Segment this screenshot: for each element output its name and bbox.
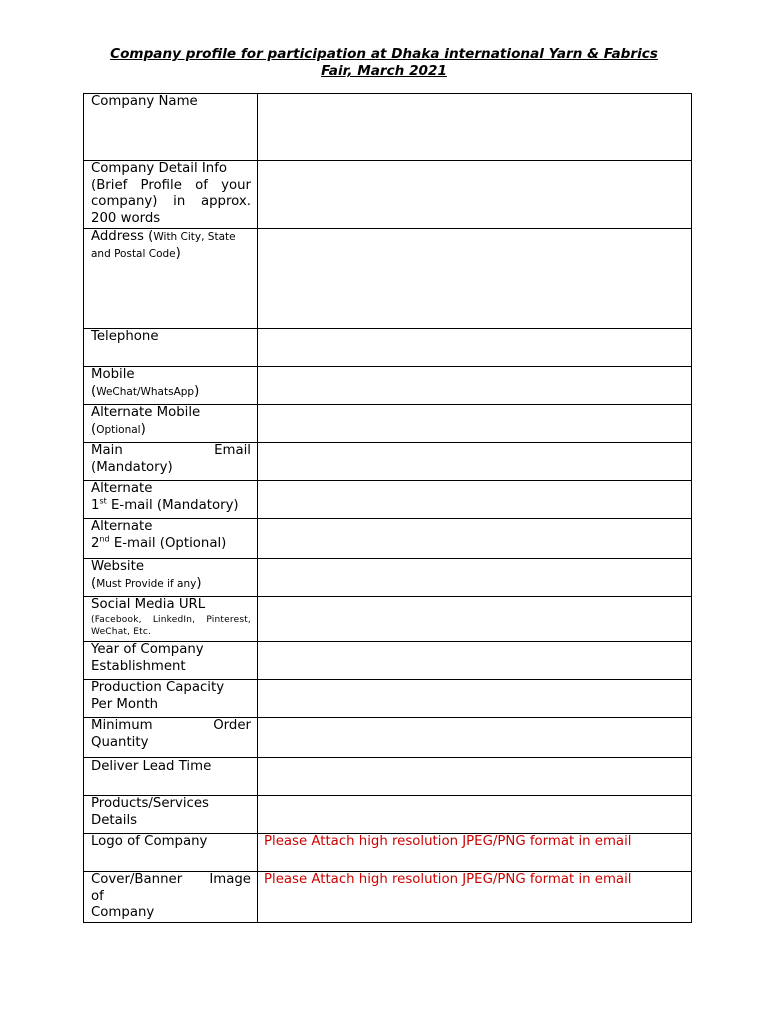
field-cover-banner-note: Please Attach high resolution JPEG/PNG format in email bbox=[258, 871, 692, 922]
row-products bbox=[84, 795, 692, 833]
label-main-email: Main Email (Mandatory) bbox=[84, 442, 258, 480]
row-alt-email-1 bbox=[84, 480, 692, 518]
row-logo bbox=[84, 833, 692, 871]
label-year-established: Year of Company Establishment bbox=[84, 641, 258, 679]
field-alt-email-1[interactable] bbox=[258, 480, 692, 518]
field-address[interactable] bbox=[258, 228, 692, 328]
field-year-established[interactable] bbox=[258, 641, 692, 679]
field-mobile[interactable] bbox=[258, 366, 692, 404]
label-alt-mobile: Alternate Mobile (Optional) bbox=[84, 404, 258, 442]
field-moq[interactable] bbox=[258, 717, 692, 757]
field-alt-email-2[interactable] bbox=[258, 518, 692, 558]
row-company-name bbox=[84, 94, 692, 161]
row-cover-banner bbox=[84, 871, 692, 922]
label-social-media: Social Media URL (Facebook, LinkedIn, Pinterest, WeChat, Etc. bbox=[84, 596, 258, 641]
label-company-name: Company Name bbox=[84, 94, 258, 161]
row-social-media bbox=[84, 596, 692, 641]
field-products[interactable] bbox=[258, 795, 692, 833]
field-company-name[interactable] bbox=[258, 94, 692, 161]
label-website: Website (Must Provide if any) bbox=[84, 558, 258, 596]
document-title bbox=[84, 46, 684, 80]
row-telephone bbox=[84, 328, 692, 366]
row-main-email bbox=[84, 442, 692, 480]
field-website[interactable] bbox=[258, 558, 692, 596]
label-mobile: Mobile (WeChat/WhatsApp) bbox=[84, 366, 258, 404]
label-alt-email-2: Alternate 2nd E-mail (Optional) bbox=[84, 518, 258, 558]
field-telephone[interactable] bbox=[258, 328, 692, 366]
title-line-2: Fair, March 2021 bbox=[321, 63, 447, 79]
company-profile-form bbox=[83, 93, 692, 923]
label-company-detail: Company Detail Info (Brief Profile of your company) in approx. 200 words bbox=[84, 161, 258, 229]
row-production-capacity bbox=[84, 679, 692, 717]
label-products: Products/Services Details bbox=[84, 795, 258, 833]
label-cover-banner: Cover/Banner Image of Company bbox=[84, 871, 258, 922]
label-logo: Logo of Company bbox=[84, 833, 258, 871]
field-main-email[interactable] bbox=[258, 442, 692, 480]
row-year-established bbox=[84, 641, 692, 679]
row-company-detail bbox=[84, 161, 692, 229]
label-production-capacity: Production Capacity Per Month bbox=[84, 679, 258, 717]
row-moq bbox=[84, 717, 692, 757]
label-moq: Minimum Order Quantity bbox=[84, 717, 258, 757]
label-lead-time: Deliver Lead Time bbox=[84, 757, 258, 795]
field-alt-mobile[interactable] bbox=[258, 404, 692, 442]
row-alt-mobile bbox=[84, 404, 692, 442]
field-logo-note: Please Attach high resolution JPEG/PNG format in email bbox=[258, 833, 692, 871]
row-website bbox=[84, 558, 692, 596]
label-telephone: Telephone bbox=[84, 328, 258, 366]
field-lead-time[interactable] bbox=[258, 757, 692, 795]
field-production-capacity[interactable] bbox=[258, 679, 692, 717]
row-lead-time bbox=[84, 757, 692, 795]
field-company-detail[interactable] bbox=[258, 161, 692, 229]
row-mobile bbox=[84, 366, 692, 404]
label-alt-email-1: Alternate 1st E-mail (Mandatory) bbox=[84, 480, 258, 518]
row-address bbox=[84, 228, 692, 328]
row-alt-email-2 bbox=[84, 518, 692, 558]
field-social-media[interactable] bbox=[258, 596, 692, 641]
title-line-1: Company profile for participation at Dhaka international Yarn & Fabrics bbox=[110, 46, 658, 62]
label-address: Address (With City, State and Postal Code) bbox=[84, 228, 258, 328]
